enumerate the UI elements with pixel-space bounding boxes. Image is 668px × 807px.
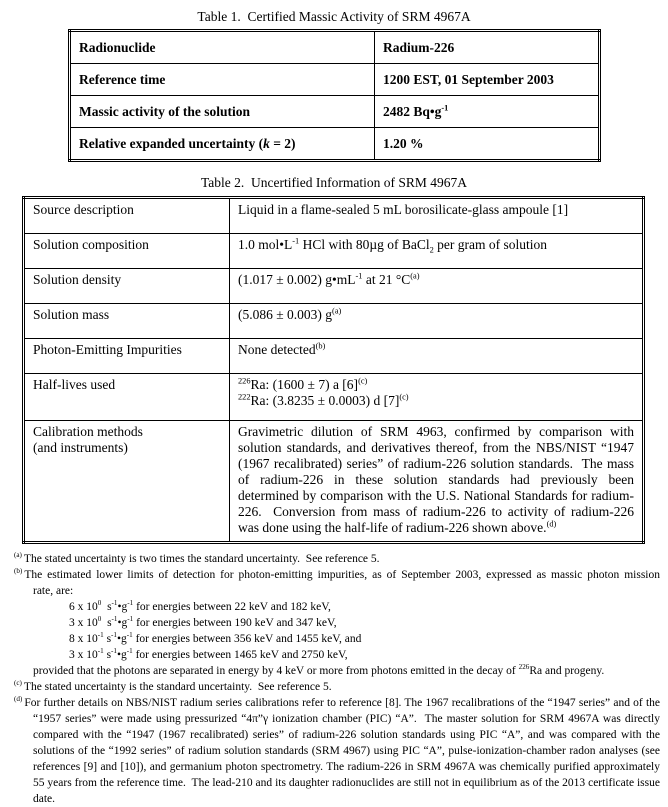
table2-row-label: Solution composition xyxy=(24,234,230,269)
table1-row-value: Radium-226 xyxy=(375,31,600,64)
table2-row-label: Half-lives used xyxy=(24,374,230,421)
footnote-d-marker: (d) xyxy=(14,695,23,704)
footnote-b xyxy=(14,567,660,583)
table2-row-value: 1.0 $mol•L^{-1}$ HCl with 80µg of BaCl$_2$ per gram of solution xyxy=(230,234,644,269)
table1-row-label: Radionuclide xyxy=(70,31,375,64)
table2-row-value: (5.086 ± 0.003) $g^{(a)}$ xyxy=(230,304,644,339)
table1-row-label: Massic activity of the solution xyxy=(70,96,375,128)
table1-title: Table 1. Certified Massic Activity of SRM 4967A xyxy=(197,9,471,24)
table-row xyxy=(24,304,644,339)
footnote-c-text: The stated uncertainty is the standard uncertainty. See reference 5. xyxy=(23,681,332,693)
table2-row-label: Photon-Emitting Impurities xyxy=(24,339,230,374)
footnote-a-text: The stated uncertainty is two times the standard uncertainty. See reference 5. xyxy=(23,553,380,565)
footnotes-section xyxy=(14,551,660,807)
halflife-line-ra226: $^{226}$Ra: (1600 ± 7) a $[6]^{(c)}$ xyxy=(238,376,368,392)
footnote-d xyxy=(14,695,660,807)
table-row xyxy=(70,96,600,128)
table-row xyxy=(24,339,644,374)
table-row xyxy=(24,269,644,304)
table2-row-label: Source description xyxy=(24,198,230,234)
footnote-d-text: For further details on NBS/NIST radium series calibrations refer to reference [8]. The 1967 recalibrations of the “1947 series” and of the “1957 series” were made using pressurized “4π”γ ionization chamber (PIC) “A”. The master solution for SRM 4967A was directly compared with the “1947 (1967 recalibrated) series” of radium-226 solution standards using PIC “A”, and was compared with the solutions of the “1992 series” of radium solution standards (SRM 4967) using PIC “A”, pulse-ionization-chamber radon analyses (see references [9] and [10]), and germanium photon spectrometry. The radium-226 in SRM 4967A was chemically purified approximately 55 years from the reference time. The lead-210 and its daughter radionuclides are still not in equilibrium as of the 2013 certificate issue date. xyxy=(24,697,660,805)
calibration-label-line1: Calibration methods xyxy=(33,424,143,439)
table-row xyxy=(24,198,644,234)
table1-row-value: 2482 $Bq•g^{-1}$ xyxy=(375,96,600,128)
table2-title: Table 2. Uncertified Information of SRM 4967A xyxy=(201,175,467,190)
footnote-a-marker: (a) xyxy=(14,551,22,560)
table2-row-label: Solution density xyxy=(24,269,230,304)
footnote-b-detection-limit: 8 x $10^{-1}$ $s^{-1}•g^{-1}$ for energies between 356 keV and 1455 keV, and xyxy=(69,631,362,645)
table2-row-value: (1.017 ± 0.002) $g•mL^{-1}$ at 21 $^\circ C^{(a)}$ xyxy=(230,269,644,304)
footnote-b-closing: provided that the photons are separated in energy by 4 keV or more from photons emitted in the decay of $^{226}$Ra and progeny. xyxy=(33,663,605,677)
table2-row-value: Liquid in a flame-sealed 5 mL borosilicate-glass ampoule [1] xyxy=(230,198,644,234)
table-row xyxy=(24,234,644,269)
table1-row-label: Reference time xyxy=(70,64,375,96)
table-row xyxy=(70,128,600,161)
table1-row-value: 1.20 % xyxy=(375,128,600,161)
table2-uncertified-information xyxy=(22,196,645,544)
halflife-line-ra222: $^{222}$Ra: (3.8235 ± 0.0003) d $[7]^{(c)}$ xyxy=(238,392,409,408)
footnote-b-continuation: rate, are: xyxy=(33,585,74,597)
footnote-b-marker: (b) xyxy=(14,567,23,576)
calibration-label-line2: (and instruments) xyxy=(33,440,128,455)
table1-row-label: Relative expanded uncertainty (k = 2) xyxy=(70,128,375,161)
table2-row-label: Solution mass xyxy=(24,304,230,339)
footnote-b-text: The estimated lower limits of detection for photon-emitting impurities, as of September 2003, expressed as massic photon mission xyxy=(24,569,660,581)
table2-row-value: Gravimetric dilution of SRM 4963, confirmed by comparison with solution standards, and derivatives thereof, from the NBS/NIST “1947 (1967 recalibrated) series” of radium-226 solution standards. The mass of radium-226 in these solution standards had previously been determined by comparison with the U.S. National Standards for radium-226. Conversion from mass of radium-226 to activity of radium-226 was done using the half-life of radium-226 shown above.$^{(d)}$ xyxy=(230,421,644,543)
footnote-b-detection-limit: 3 x $10^0$ $s^{-1}•g^{-1}$ for energies between 190 keV and 347 keV, xyxy=(69,615,337,629)
footnote-b-detection-limit: 3 x $10^{-1}$ $s^{-1}•g^{-1}$ for energies between 1465 keV and 2750 keV, xyxy=(69,647,348,661)
table-row xyxy=(24,421,644,543)
table2-row-label xyxy=(24,421,230,543)
footnote-b-detection-limit: 6 x $10^0$ $s^{-1}•g^{-1}$ for energies between 22 keV and 182 keV, xyxy=(69,599,331,613)
table1-certified-massic-activity xyxy=(68,29,601,162)
footnote-c-marker: (c) xyxy=(14,679,22,688)
footnote-a xyxy=(14,551,660,567)
table-row xyxy=(70,64,600,96)
table2-row-value: None detected$^{(b)}$ xyxy=(230,339,644,374)
footnote-c xyxy=(14,679,660,695)
table-row xyxy=(70,31,600,64)
table-row xyxy=(24,374,644,421)
table1-row-value: 1200 EST, 01 September 2003 xyxy=(375,64,600,96)
table2-row-value xyxy=(230,374,644,421)
